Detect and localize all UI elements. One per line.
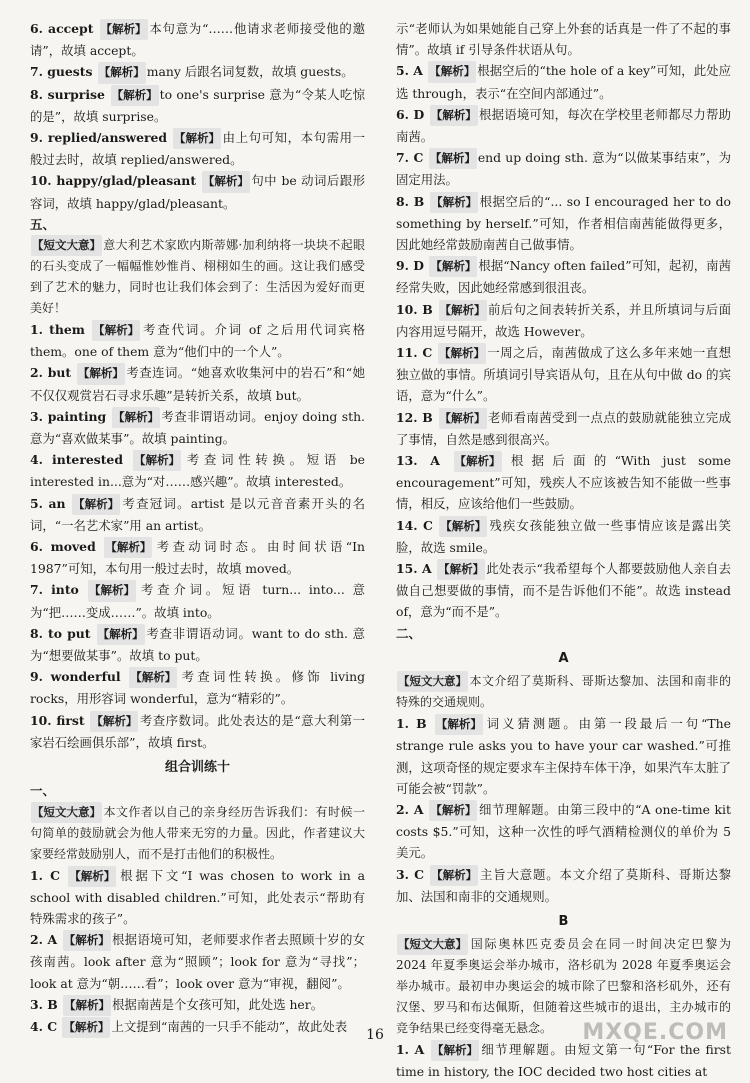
analysis-tag: 【解析】 [439, 516, 487, 537]
answer-item [30, 536, 365, 579]
answer-text: 示“老师认为如果她能自己穿上外套的话真是一件了不起的事情”。故填 if 引导条件状语从句。 [396, 21, 731, 58]
answer-item [30, 666, 365, 709]
answer-item [30, 710, 365, 753]
analysis-tag: 【解析】 [439, 408, 487, 429]
answer-item [396, 342, 731, 407]
answer-number: 4. C [30, 1018, 62, 1034]
analysis-tag: 【解析】 [173, 128, 221, 149]
analysis-tag: 【解析】 [77, 363, 125, 384]
answer-item [30, 929, 365, 994]
analysis-tag: 【解析】 [454, 451, 502, 472]
answer-number: 6. moved [30, 539, 104, 555]
answer-text: 国际奥林匹克委员会在同一时间决定巴黎为 2024 年夏季奥运会举办城市，洛杉矶为 2028 年夏季奥运会举办城市。最初申办奥运会的城市除了巴黎和洛杉矶外，还有汉堡、罗马和布达佩斯，但随着这些城市的退出，主办城市的竞争结果已经变得毫无悬念。 [396, 937, 731, 1036]
right-column [396, 18, 731, 1083]
answer-item [396, 515, 731, 558]
answer-text: 老师看南茜受到一点点的鼓励就能独立完成了事情，自然是感到很高兴。 [396, 409, 731, 447]
answer-item [30, 406, 365, 449]
analysis-tag: 【解析】 [202, 171, 250, 192]
answer-text: 一周之后，南茜做成了这么多年来她一直想独立做的事情。所填词引导宾语从句，且在从句中做 do 的宾语，意为“什么”。 [396, 345, 732, 404]
analysis-tag: 【解析】 [437, 559, 485, 580]
answer-item [30, 18, 365, 61]
passage-summary [396, 671, 731, 713]
answer-text: 根据后面的“With just some encouragement”可知，残疾人不应该被告知不能做一些事情，相反，应该给他们一些鼓励。 [396, 453, 731, 512]
answer-item [396, 407, 731, 450]
answer-number: 1. B [396, 716, 434, 732]
answer-text: 考查词性转换。短语 be interested in...意为“对……感兴趣”。故填 interested。 [30, 452, 366, 490]
answer-text: 根据下文“I was chosen to work in a school with disabled children.”可知，此处表示“帮助有特殊需求的孩子”。 [30, 867, 365, 926]
analysis-tag: 【解析】 [92, 320, 140, 341]
answer-text: 细节理解题。由短文第一句“For the first time in history, the IOC decided two host cities at [396, 1042, 731, 1080]
answer-number: 14. C [396, 517, 439, 533]
answer-number: 5. an [30, 495, 72, 511]
section-heading: 组合训练十 [164, 760, 230, 776]
answer-item [30, 61, 365, 83]
answer-text: 考查序数词。此处表达的是“意大利第一家岩石绘画俱乐部”，故填 first。 [30, 712, 365, 750]
answer-text: many 后跟名词复数，故填 guests。 [146, 64, 354, 80]
answer-text: 由上句可知，本句需用一般过去时，故填 replied/answered。 [30, 130, 365, 168]
answer-item [30, 84, 365, 127]
analysis-tag: 【解析】 [104, 537, 152, 558]
answer-text: 本文介绍了莫斯科、哥斯达黎加、法国和南非的特殊的交通规则。 [396, 674, 731, 710]
section-number: 五、 [30, 216, 56, 232]
analysis-tag: 【短文大意】 [397, 934, 468, 955]
answer-item [396, 60, 731, 103]
analysis-tag: 【解析】 [72, 494, 120, 515]
analysis-tag: 【解析】 [98, 62, 146, 83]
answer-number: 2. but [30, 365, 76, 381]
answer-item [30, 579, 365, 622]
analysis-tag: 【解析】 [88, 580, 136, 601]
answer-item [396, 255, 731, 298]
answer-text: 考查非谓语动词。enjoy doing sth. 意为“喜欢做某事”。故填 painting。 [30, 408, 365, 447]
answer-item [396, 104, 731, 147]
answer-text: 考查动词时态。由时间状语“In 1987”可知，本句用一般过去时，故填 moved。 [30, 539, 365, 577]
answer-number: 10. happy/glad/pleasant [30, 173, 201, 189]
analysis-tag: 【解析】 [68, 866, 116, 887]
answer-number: 15. A [396, 561, 437, 577]
watermark-logo: MXQE.COM [582, 1020, 728, 1045]
answer-item [396, 799, 731, 864]
analysis-tag: 【解析】 [97, 624, 145, 645]
answer-text: 考查连词。“她喜欢收集河中的岩石”和“她不仅仅观赏岩石寻求乐趣”是转折关系，故填 but。 [30, 365, 365, 403]
analysis-tag: 【解析】 [63, 995, 111, 1016]
analysis-tag: 【解析】 [112, 407, 160, 428]
answer-number: 12. B [396, 409, 438, 425]
analysis-tag: 【解析】 [430, 105, 478, 126]
answer-text: 根据空后的“the hole of a key”可知，此处应选 through，表示“在空间内部通过”。 [396, 63, 731, 101]
answer-number: 2. A [30, 932, 62, 948]
answer-number: 11. C [396, 345, 437, 361]
answer-text: to one's surprise 意为“令某人吃惊的是”，故填 surprise。 [30, 86, 365, 124]
answer-text: 根据语境可知，老师要求作者去照顾十岁的女孩南茜。look after 意为“照顾”；look for 意为“寻找”；look at 意为“朝……看”；look over 意为“审视，翻阅”。 [30, 932, 366, 991]
answer-number: 9. D [396, 258, 429, 274]
answer-number: 2. A [396, 801, 429, 817]
answer-text: 考查非谓语动词。want to do sth. 意为“想要做某事”。故填 to put。 [30, 625, 365, 664]
answer-text: 考查词性转换。修饰 living rocks，用形容词 wonderful，意为“精彩的”。 [30, 669, 365, 707]
answer-number: 9. replied/answered [30, 130, 172, 146]
analysis-tag: 【短文大意】 [397, 671, 468, 692]
answer-item [30, 127, 365, 170]
section-heading: A [558, 650, 569, 666]
answer-text: 根据“Nancy often failed”可知，起初，南茜经常失败，因此她经常感到很沮丧。 [396, 258, 731, 296]
analysis-tag: 【解析】 [435, 714, 483, 735]
passage-summary [30, 235, 365, 319]
analysis-tag: 【解析】 [100, 19, 148, 40]
answer-item [30, 994, 365, 1016]
passage-summary [30, 802, 365, 865]
analysis-tag: 【解析】 [133, 450, 181, 471]
answer-item [30, 623, 365, 666]
answer-number: 3. B [30, 996, 63, 1012]
answer-item [396, 299, 731, 342]
answer-item [396, 864, 731, 907]
answer-text: 根据空后的“... so I encouraged her to do something by herself.”可知，作者相信南茜能做得更多，因此她经常鼓励南茜自己做事情。 [396, 193, 731, 253]
answer-text: 考查冠词。artist 是以元音音素开头的名词，“一名艺术家”用 an artist。 [30, 495, 365, 533]
answer-number: 9. wonderful [30, 669, 129, 685]
answer-item [396, 1039, 731, 1082]
answer-number: 1. them [30, 322, 92, 338]
answer-text: 本句意为“……他请求老师接受他的邀请”，故填 accept。 [30, 21, 366, 59]
answer-item [30, 449, 365, 492]
section-number: 二、 [396, 625, 422, 641]
analysis-tag: 【解析】 [429, 800, 477, 821]
answer-number: 1. C [30, 867, 68, 883]
answer-number: 13. A [396, 453, 453, 469]
answer-number: 10. B [396, 301, 438, 317]
answer-text: 句中 be 动词后跟形容词，故填 happy/glad/pleasant。 [30, 173, 365, 211]
analysis-tag: 【解析】 [428, 61, 476, 82]
answer-number: 8. surprise [30, 86, 110, 102]
analysis-tag: 【解析】 [111, 85, 159, 106]
analysis-tag: 【解析】 [438, 343, 486, 364]
answer-item [30, 493, 365, 536]
analysis-tag: 【短文大意】 [31, 802, 102, 823]
answer-text: 意大利艺术家欧内斯蒂娜·加利纳将一块块不起眼的石头变成了一幅幅惟妙惟肖、栩栩如生的画。这让我们感受到了艺术的魅力，同时也让我们体会到了：生活因为爱好而更美好！ [30, 238, 365, 316]
answer-text: 考查代词。介词 of 之后用代词宾格 them。one of them 意为“他们中的一个人”。 [30, 322, 365, 360]
answer-text: 根据语境可知，每次在学校里老师都尽力帮助南茜。 [396, 106, 732, 145]
answer-text: 根据南茜是个女孩可知，此处选 her。 [112, 996, 324, 1012]
analysis-tag: 【解析】 [430, 192, 478, 213]
analysis-tag: 【解析】 [63, 930, 111, 951]
answer-number: 4. interested [30, 452, 133, 468]
analysis-tag: 【解析】 [90, 711, 138, 732]
answer-item [30, 865, 365, 930]
analysis-tag: 【解析】 [439, 300, 487, 321]
answer-number: 3. C [396, 866, 430, 882]
answer-item [396, 147, 731, 190]
answer-text: 细节理解题。由第三段中的“A one-time kit costs $5.”可知，这种一次性的呼气酒精检测仪的单价为 5 美元。 [396, 801, 731, 861]
answer-item [396, 450, 731, 515]
answer-number: 7. C [396, 150, 428, 166]
analysis-tag: 【解析】 [129, 667, 177, 688]
answer-item [30, 319, 365, 362]
analysis-tag: 【短文大意】 [31, 235, 102, 256]
analysis-tag: 【解析】 [431, 1040, 479, 1061]
section-heading: B [558, 913, 569, 929]
answer-item [30, 170, 365, 213]
answer-number: 7. guests [30, 64, 97, 80]
answer-number: 8. to put [30, 625, 96, 641]
answer-item [396, 191, 731, 256]
answer-item [396, 558, 731, 623]
answer-number: 10. first [30, 712, 90, 728]
answer-number: 7. into [30, 582, 87, 598]
section-number: 一、 [30, 783, 56, 799]
answer-number: 3. painting [30, 408, 111, 424]
answer-number: 5. A [396, 63, 428, 79]
answer-text: 考查介词。短语 turn... into... 意为“把……变成……”。故填 into。 [30, 582, 365, 620]
answer-text: 词义猜测题。由第一段最后一句“The strange rule asks you to have your car washed.”可推测，这项奇怪的规定要求车主保持车体干净，如果汽车太脏了可能会被“罚款”。 [396, 716, 731, 796]
left-column [30, 18, 365, 1038]
answer-text: 残疾女孩能独立做一些事情应该是露出笑脸，故选 smile。 [396, 517, 732, 555]
answer-number: 6. D [396, 106, 429, 122]
analysis-tag: 【解析】 [429, 256, 477, 277]
answer-text: 此处表示“我希望每个人都要鼓励他人亲自去做自己想要做的事情，而不是告诉他们不能”。故选 instead of，意为“而不是”。 [396, 561, 731, 620]
analysis-tag: 【解析】 [430, 865, 478, 886]
answer-number: 6. accept [30, 21, 99, 36]
analysis-tag: 【解析】 [429, 148, 477, 169]
answer-number: 1. A [396, 1042, 430, 1058]
answer-text: 前后句之间表转折关系，并且所填词与后面内容用逗号隔开，故选 However。 [396, 301, 731, 339]
answer-number: 8. B [396, 193, 430, 209]
page-number: 16 [366, 1027, 384, 1043]
analysis-tag: 【解析】 [62, 1017, 110, 1038]
answer-text: 上文提到“南茜的一只手不能动”，故此处表 [111, 1018, 348, 1034]
answer-text: end up doing sth. 意为“以做某事结束”，为固定用法。 [396, 150, 731, 188]
answer-text: 本文作者以自己的亲身经历告诉我们：有时候一句简单的鼓励就会为他人带来无穷的力量。因此，作者建议大家要经常鼓励别人，而不是打击他们的积极性。 [30, 804, 365, 861]
answer-continuation [396, 18, 731, 60]
answer-item [396, 713, 731, 799]
answer-text: 主旨大意题。本文介绍了莫斯科、哥斯达黎加、法国和南非的交通规则。 [396, 866, 731, 904]
answer-item [30, 362, 365, 405]
